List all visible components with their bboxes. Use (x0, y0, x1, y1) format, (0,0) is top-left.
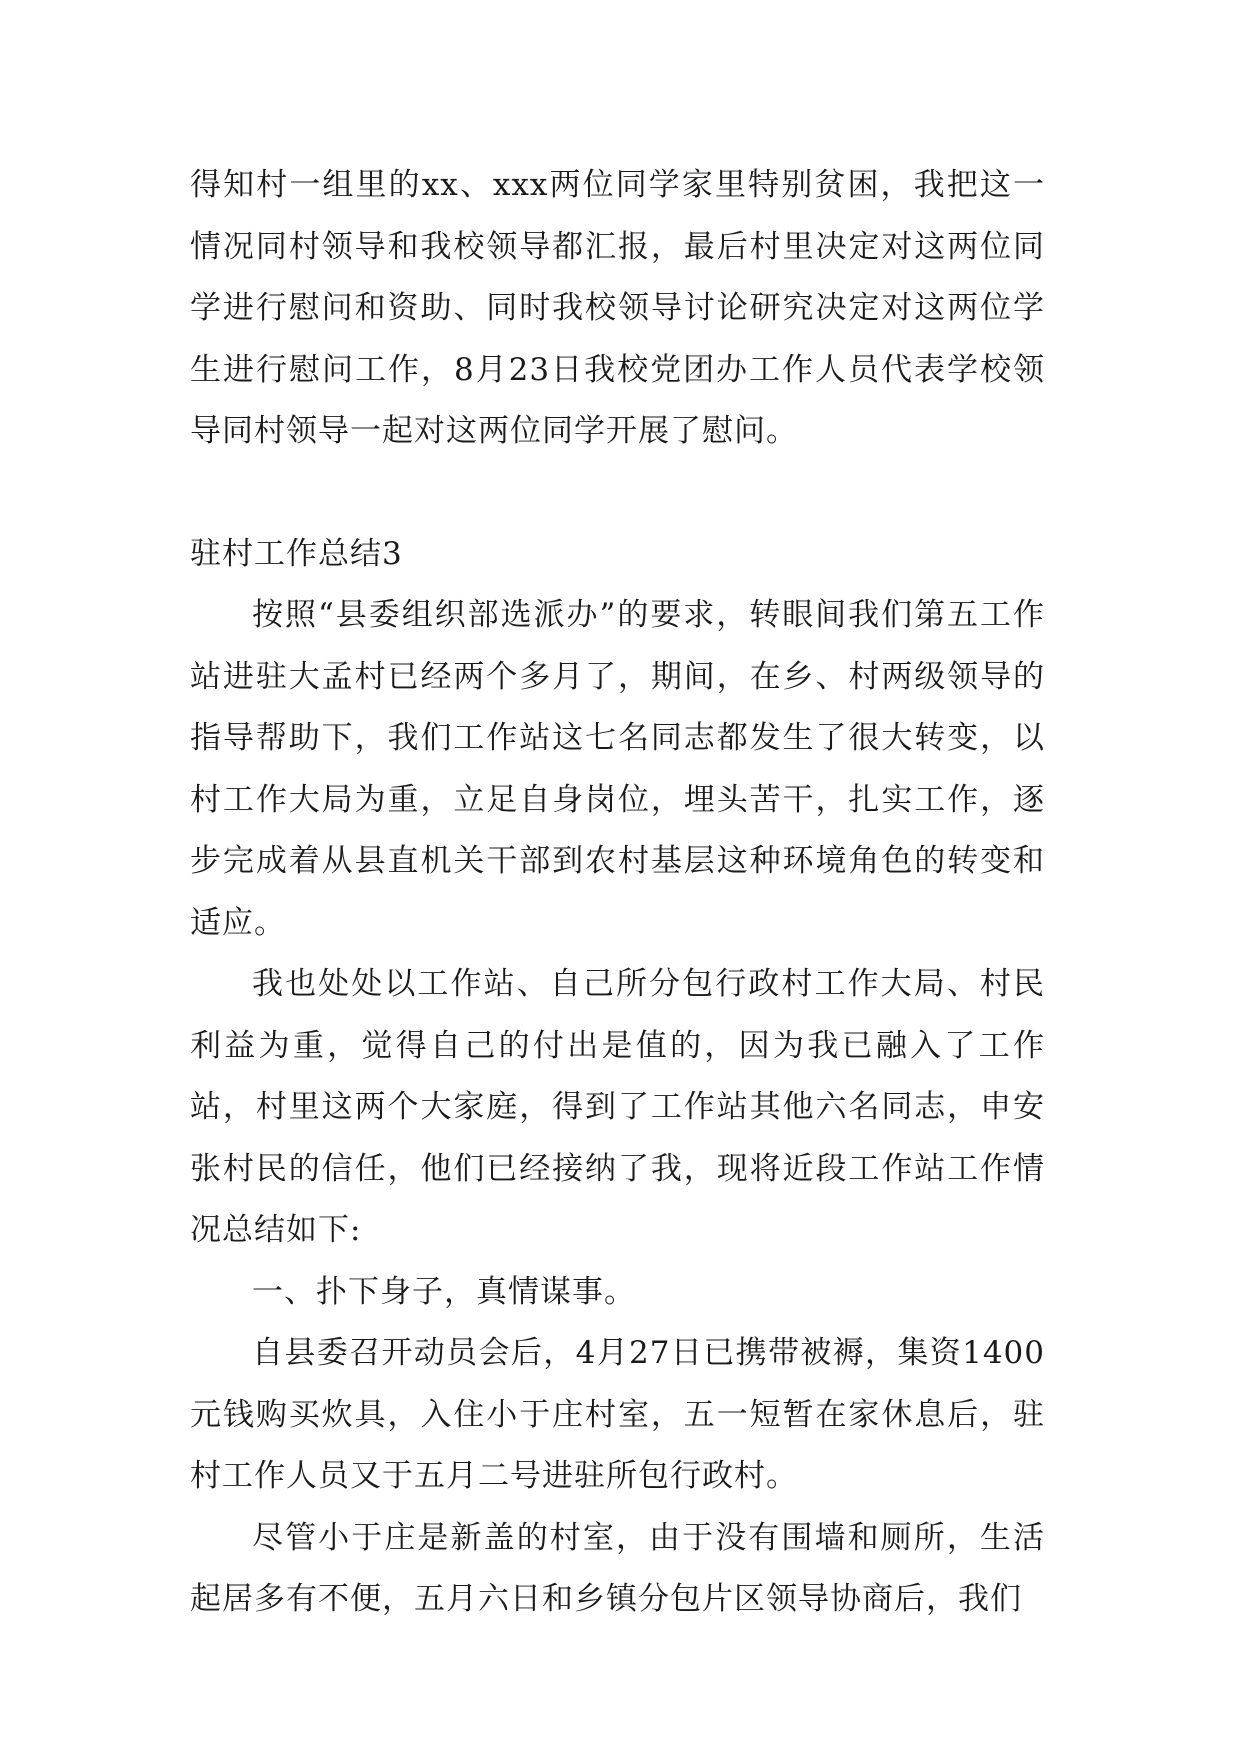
paragraph-attitude: 我也处处以工作站、自己所分包行政村工作大局、村民利益为重，觉得自己的付出是值的，因为我已融入了工作站，村里这两个大家庭，得到了工作站其他六名同志，申安张村民的信任，他们已经接纳了我，现将近段工作站工作情况总结如下: (190, 966, 1045, 1248)
paragraph-move-in: 自县委召开动员会后，4月27日已携带被褥，集资1400元钱购买炊具，入住小于庄村室，五一短暂在家休息后，驻村工作人员又于五月二号进驻所包行政村。 (190, 1335, 1045, 1494)
paragraph-living: 尽管小于庄是新盖的村室，由于没有围墙和厕所，生活起居多有不便，五月六日和乡镇分包片区领导协商后，我们 (190, 1519, 1045, 1617)
paragraph-intro: 按照“县委组织部选派办”的要求，转眼间我们第五工作站进驻大孟村已经两个多月了，期间，在乡、村两级领导的指导帮助下，我们工作站这七名同志都发生了很大转变，以村工作大局为重，立足自身岗位，埋头苦干，扎实工作，逐步完成着从县直机关干部到农村基层这种环境角色的转变和适应。 (190, 597, 1045, 941)
section-heading: 驻村工作总结3 (190, 535, 403, 572)
document-body (190, 155, 1045, 1631)
paragraph-continuation: 得知村一组里的xx、xxx两位同学家里特别贫困，我把这一情况同村领导和我校领导都汇报，最后村里决定对这两位同学进行慰问和资助、同时我校领导讨论研究决定对这两位学生进行慰问工作，8月23日我校党团办工作人员代表学校领导同村领导一起对这两位同学开展了慰问。 (190, 167, 1045, 449)
subheading-one: 一、扑下身子，真情谋事。 (252, 1273, 636, 1310)
